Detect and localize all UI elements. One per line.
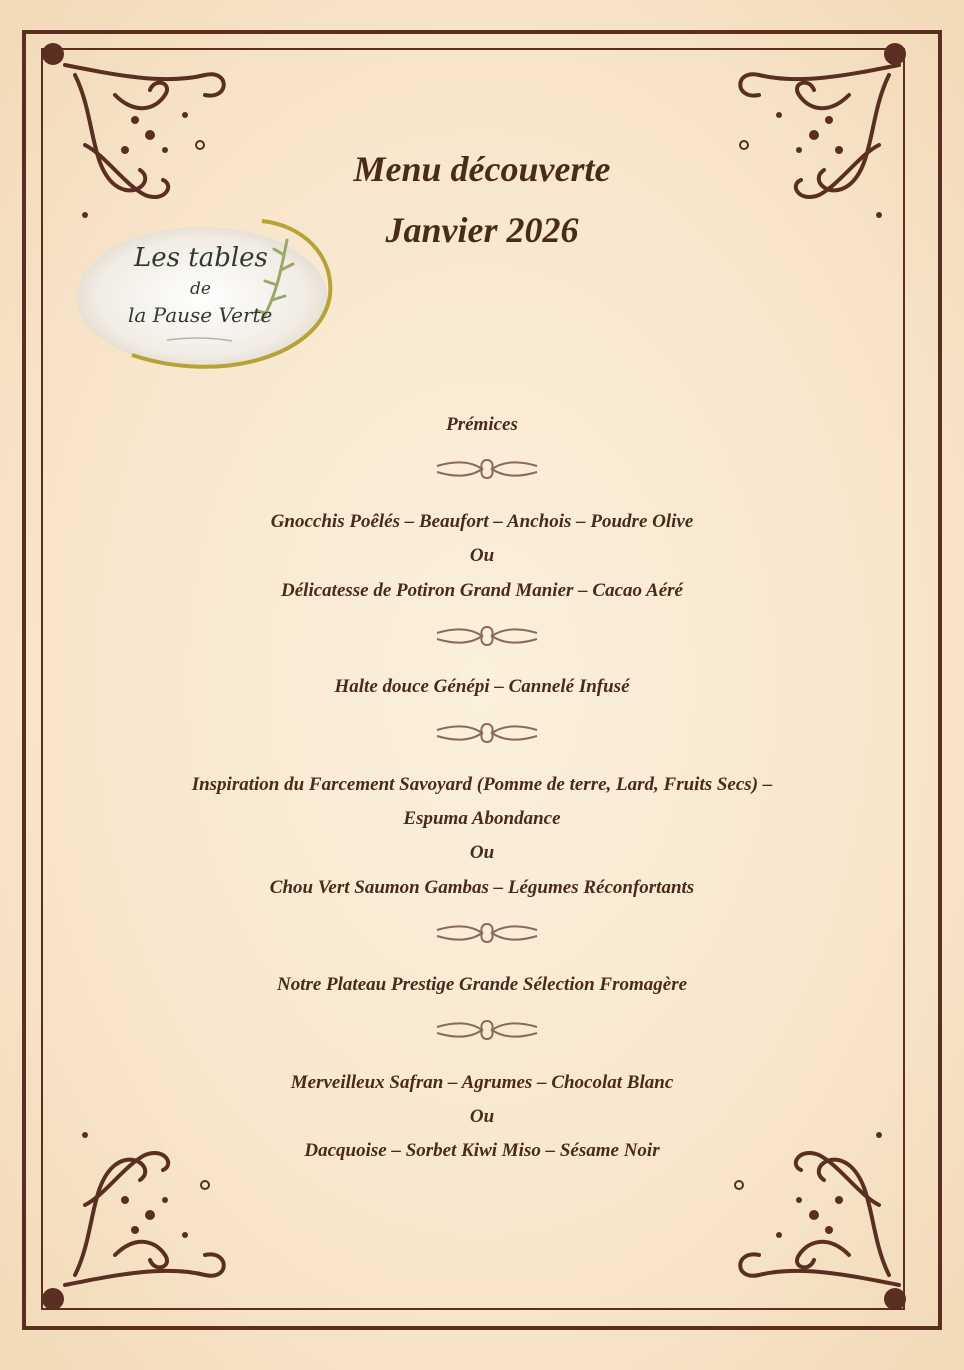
entree-option-2: Délicatesse de Potiron Grand Manier – Cacao Aéré	[281, 580, 683, 601]
ornament-divider-icon	[432, 1013, 542, 1047]
logo-line3: la Pause Verte	[128, 303, 273, 327]
ornament-divider-icon	[432, 916, 542, 950]
ornament-divider-icon	[432, 619, 542, 653]
plat-option-2: Chou Vert Saumon Gambas – Légumes Réconfortants	[269, 877, 695, 898]
logo-line1: Les tables	[134, 243, 268, 273]
flourish-bottom-left-icon	[55, 1105, 245, 1295]
restaurant-logo	[72, 215, 337, 375]
or-separator-2: Ou	[469, 842, 495, 863]
ornament-divider-icon	[432, 716, 542, 750]
dessert-option-2: Dacquoise – Sorbet Kiwi Miso – Sésame Noir	[304, 1140, 660, 1161]
page-title-line2: Janvier 2026	[385, 210, 579, 250]
or-separator-1: Ou	[469, 545, 495, 566]
section-premices: Prémices	[446, 414, 518, 435]
fromage-course: Notre Plateau Prestige Grande Sélection Fromagère	[276, 974, 688, 995]
dessert-option-1: Merveilleux Safran – Agrumes – Chocolat Blanc	[290, 1072, 674, 1093]
logo-line2: de	[190, 279, 211, 299]
entree-option-1: Gnocchis Poêlés – Beaufort – Anchois – Poudre Olive	[270, 511, 694, 532]
interlude-course: Halte douce Génépi – Cannelé Infusé	[334, 676, 630, 697]
or-separator-3: Ou	[469, 1106, 495, 1127]
plat-option-1-line-1: Inspiration du Farcement Savoyard (Pomme de terre, Lard, Fruits Secs) –	[191, 774, 773, 795]
plat-option-1-line-2: Espuma Abondance	[403, 808, 561, 829]
page-title-line1: Menu découverte	[353, 149, 611, 189]
ornament-divider-icon	[432, 452, 542, 486]
flourish-bottom-right-icon	[719, 1105, 909, 1295]
